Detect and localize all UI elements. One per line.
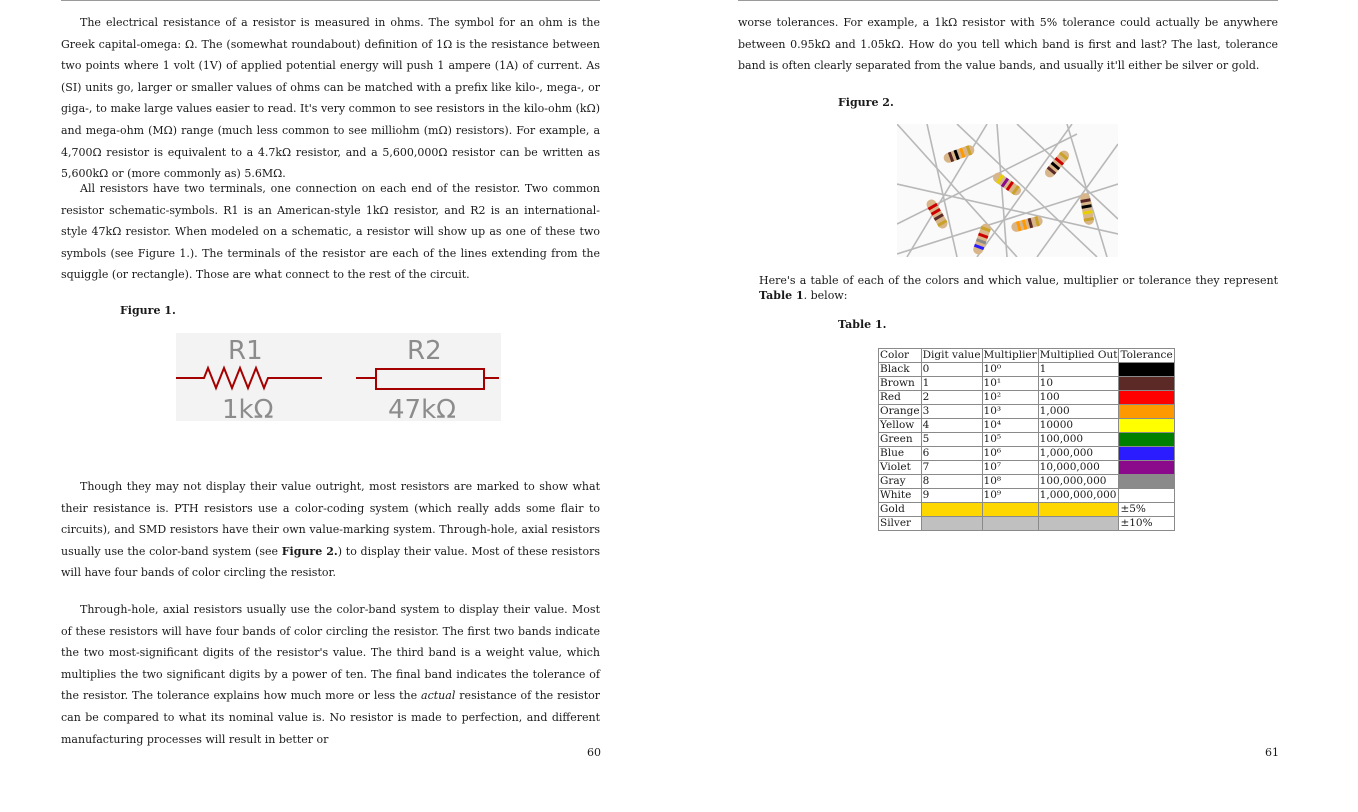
table-row	[879, 517, 1175, 531]
cell-digit-value: 4	[921, 419, 982, 433]
cell-digit-value: 6	[921, 447, 982, 461]
table-intro-text-a: Here's a table of each of the colors and which value, multiplier or tolerance they represent	[759, 274, 1278, 287]
table-row	[879, 447, 1175, 461]
resistors-illustration	[897, 124, 1118, 257]
r1-value-label: 1kΩ	[222, 395, 274, 425]
cell-multiplied-out	[1038, 517, 1119, 531]
table-row	[879, 419, 1175, 433]
table-row	[879, 489, 1175, 503]
cell-multiplied-out: 1	[1038, 363, 1119, 377]
cell-color-name: Gold	[879, 503, 922, 517]
cell-multiplier	[982, 503, 1038, 517]
cell-digit-value: 9	[921, 489, 982, 503]
cell-color-name: Silver	[879, 517, 922, 531]
cell-color-name: Gray	[879, 475, 922, 489]
cell-tolerance: ±5%	[1119, 503, 1174, 517]
cell-tolerance: ±10%	[1119, 517, 1174, 531]
cell-digit-value: 0	[921, 363, 982, 377]
table-intro	[759, 273, 1278, 303]
cell-color-swatch	[1119, 461, 1174, 475]
cell-multiplied-out: 10000	[1038, 419, 1119, 433]
top-rule-right	[738, 0, 1278, 1]
table-row	[879, 405, 1175, 419]
cell-digit-value	[921, 517, 982, 531]
header-color: Color	[879, 349, 922, 363]
cell-multiplier: 10⁶	[982, 447, 1038, 461]
cell-multiplied-out: 100,000	[1038, 433, 1119, 447]
cell-color-name: Green	[879, 433, 922, 447]
page-number-left: 60	[587, 746, 601, 759]
cell-multiplier: 10⁷	[982, 461, 1038, 475]
paragraph-marking-text-a: Though they may not display their value outright, most resistors are marked to show what their resistance is. PTH resistors use a color-coding system (which really adds some flair to circuits), and SMD resistors have their own value-marking system. Through-hole, axial resistors usually use the color-band system (see	[61, 480, 600, 558]
cell-color-name: Violet	[879, 461, 922, 475]
r2-value-label: 47kΩ	[388, 395, 457, 425]
cell-color-swatch	[1119, 419, 1174, 433]
cell-color-name: Orange	[880, 405, 920, 417]
cell-multiplied-out: 10	[1038, 377, 1119, 391]
paragraph-marking	[61, 476, 600, 584]
cell-color-swatch	[1119, 405, 1174, 419]
cell-multiplied-out	[1038, 503, 1119, 517]
r1-zigzag-symbol	[176, 368, 322, 388]
cell-multiplier: 10⁹	[982, 489, 1038, 503]
r2-name-label: R2	[407, 336, 442, 366]
paragraph-marking-text-b: ) to display their value. Most of these resistors will have four bands of color circling the resistor.	[61, 544, 600, 580]
cell-color-swatch	[1119, 363, 1174, 377]
r2-rectangle-symbol	[376, 369, 484, 389]
cell-digit-value: 3	[921, 405, 982, 419]
table-row	[879, 377, 1175, 391]
resistors-photo	[897, 124, 1118, 257]
cell-digit-value	[921, 503, 982, 517]
cell-multiplier: 10⁴	[982, 419, 1038, 433]
table-1-reference: Table 1	[759, 289, 804, 302]
paragraph-tolerances	[738, 12, 1278, 77]
cell-color-swatch	[1119, 489, 1174, 503]
r1-name-label: R1	[228, 336, 263, 366]
table-row	[879, 363, 1175, 377]
cell-multiplier: 10⁸	[982, 475, 1038, 489]
table-row	[879, 433, 1175, 447]
cell-color-swatch	[1119, 391, 1174, 405]
table-row	[879, 503, 1175, 517]
header-tolerance: Tolerance	[1120, 349, 1173, 361]
page-number-right: 61	[1265, 746, 1279, 759]
cell-color-name: Blue	[879, 447, 922, 461]
cell-multiplied-out: 1,000,000,000	[1038, 489, 1119, 503]
cell-digit-value: 7	[921, 461, 982, 475]
paragraph-color-bands-text-a: Through-hole, axial resistors usually use the color-band system to display their value. Most of these resistors will have four bands of color circling the resistor. The first two bands indicate the two most-significant digits of the resistor's value. The third band is a weight value, which multiplies the two significant digits by a power of ten. The final band indicates the tolerance of the resistor. The tolerance explains how much more or less the	[61, 603, 600, 703]
header-multiplied-out: Multiplied Out	[1039, 349, 1118, 361]
cell-digit-value: 2	[921, 391, 982, 405]
cell-color-swatch	[1119, 475, 1174, 489]
cell-multiplier: 10⁰	[982, 363, 1038, 377]
figure-2-reference: Figure 2.	[281, 544, 338, 558]
cell-color-name: White	[879, 489, 922, 503]
cell-digit-value: 8	[921, 475, 982, 489]
paragraph-terminals	[61, 178, 600, 286]
table-row	[879, 391, 1175, 405]
cell-multiplier	[982, 517, 1038, 531]
paragraph-color-bands	[61, 599, 600, 750]
color-code-table	[878, 348, 1175, 531]
cell-multiplied-out: 1,000,000	[1038, 447, 1119, 461]
cell-color-swatch	[1119, 447, 1174, 461]
cell-color-swatch	[1119, 377, 1174, 391]
cell-color-name: Brown	[879, 377, 922, 391]
figure-1-label: Figure 1.	[120, 304, 176, 317]
resistor-schematic-figure	[176, 333, 501, 425]
cell-multiplier: 10⁵	[982, 433, 1038, 447]
table-row	[879, 461, 1175, 475]
cell-multiplied-out: 1,000	[1038, 405, 1119, 419]
paragraph-tolerances-text: worse tolerances. For example, a 1kΩ resistor with 5% tolerance could actually be anywhere between 0.95kΩ and 1.05kΩ. How do you tell which band is first and last? The last, tolerance band is often clearly separated from the value bands, and usually it'll either be silver or gold.	[738, 16, 1278, 73]
cell-color-swatch	[1119, 433, 1174, 447]
cell-multiplied-out: 10,000,000	[1038, 461, 1119, 475]
top-rule	[61, 0, 600, 1]
paragraph-ohms-text: The electrical resistance of a resistor is measured in ohms. The symbol for an ohm is the Greek capital-omega: Ω. The (somewhat roundabout) definition of 1Ω is the resistance between two points where 1 volt (1V) of applied potential energy will push 1 ampere (1A) of current. As (SI) units go, larger or smaller values of ohms can be matched with a prefix like kilo-, mega-, or giga-, to make large values easier to read. It's very common to see resistors in the kilo-ohm (kΩ) and mega-ohm (MΩ) range (much less common to see milliohm (mΩ) resistors). For example, a 4,700Ω resistor is equivalent to a 4.7kΩ resistor, and a 5,600,000Ω resistor can be written as 5,600kΩ or (more commonly as) 5.6MΩ.	[61, 16, 600, 181]
header-digit-value: Digit value	[922, 349, 981, 361]
cell-multiplier: 10³	[982, 405, 1038, 419]
table-1-label: Table 1.	[838, 318, 887, 331]
cell-multiplier: 10¹	[982, 377, 1038, 391]
table-row	[879, 475, 1175, 489]
table-header-row	[879, 349, 1175, 363]
header-multiplier: Multiplier	[983, 349, 1037, 361]
cell-multiplied-out: 100,000,000	[1038, 475, 1119, 489]
cell-color-name: Black	[879, 363, 922, 377]
cell-digit-value: 5	[921, 433, 982, 447]
paragraph-ohms	[61, 12, 600, 185]
paragraph-terminals-text: All resistors have two terminals, one connection on each end of the resistor. Two common resistor schematic-symbols. R1 is an American-style 1kΩ resistor, and R2 is an international-style 47kΩ resistor. When modeled on a schematic, a resistor will show up as one of these two symbols (see Figure 1.). The terminals of the resistor are each of the lines extending from the squiggle (or rectangle). Those are what connect to the rest of the circuit.	[61, 182, 600, 282]
paragraph-color-bands-text-b: resistance of the resistor can be compared to what its nominal value is. No resistor is made to perfection, and different manufacturing processes will result in better or	[61, 689, 600, 746]
paragraph-color-bands-emphasis: actual	[421, 689, 456, 703]
cell-multiplied-out: 100	[1038, 391, 1119, 405]
cell-multiplier: 10²	[982, 391, 1038, 405]
cell-color-name: Red	[879, 391, 922, 405]
cell-color-name: Yellow	[879, 419, 922, 433]
cell-digit-value: 1	[921, 377, 982, 391]
figure-2-label: Figure 2.	[838, 96, 894, 109]
table-intro-text-b: . below:	[803, 289, 848, 302]
